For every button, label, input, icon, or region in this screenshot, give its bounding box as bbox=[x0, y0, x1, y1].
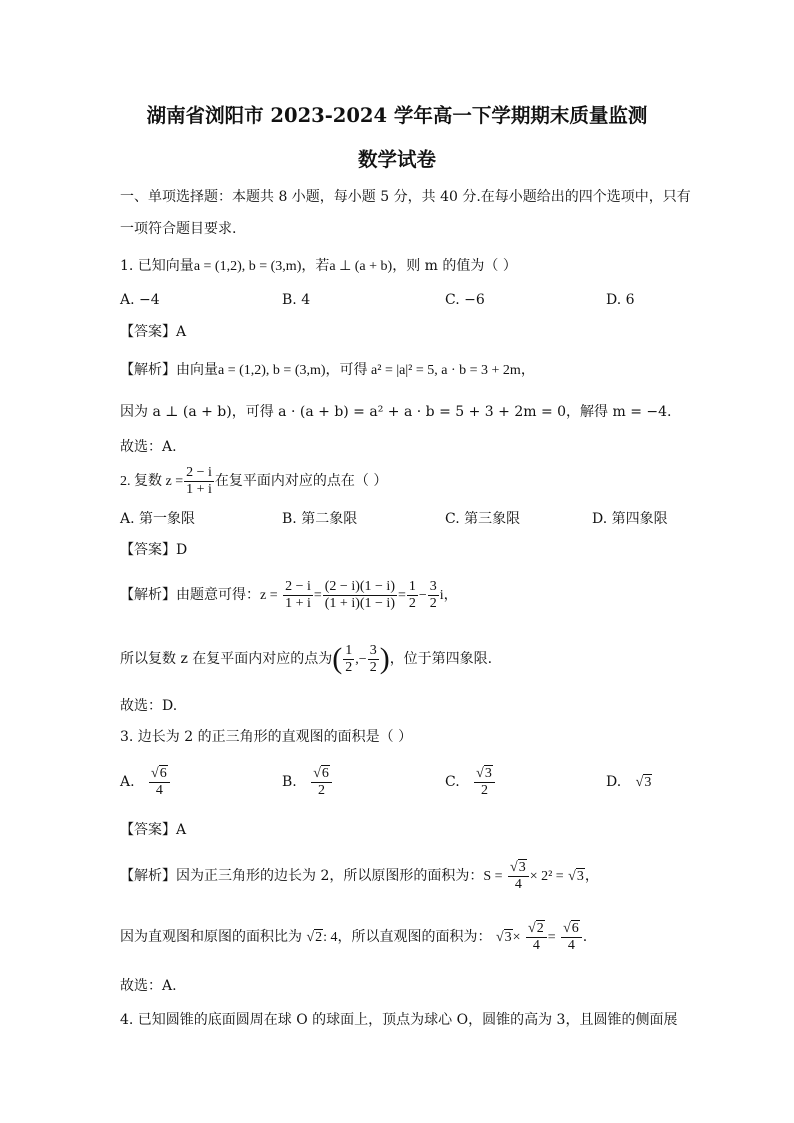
q3-analysis-line2: 因为直观图和原图的面积比为 √2: 4，所以直观图的面积为： √3× $\frac{√2}{4}$ = $\frac{√6}{4}$ . bbox=[120, 920, 588, 953]
page-subtitle: 数学试卷 bbox=[357, 148, 436, 171]
question-1-stem: 1. 已知向量a = (1,2), b = (3,m)，若a ⊥ (a + b)，则 m 的值为（ ） bbox=[120, 258, 517, 274]
q3-answer: 【答案】A bbox=[120, 822, 187, 838]
q2-choose: 故选：D. bbox=[120, 698, 178, 714]
q3-choose: 故选：A. bbox=[120, 978, 177, 994]
q1-option-c: C. −6 bbox=[445, 292, 485, 308]
q2-analysis-line1: 【解析】由题意可得：z = $\frac{2 - i}{1 + i}$ = $\frac{(2 - i)(1 - i)}{(1 + i)(1 - i)}$ = $\frac{1}{2}$ − $\frac{3}{2}$ i， bbox=[120, 578, 458, 611]
q1-option-d: D. 6 bbox=[606, 292, 635, 308]
q2-answer: 【答案】D bbox=[120, 542, 188, 558]
q1-analysis-line2: 因为 a ⊥ (a + b)，可得 a · (a + b) = a² + a · b = 5 + 3 + 2m = 0，解得 m = −4. bbox=[120, 404, 672, 420]
q2-option-d: D. 第四象限 bbox=[592, 511, 668, 527]
q2-option-a: A. 第一象限 bbox=[120, 511, 196, 527]
q3-analysis-line1: 【解析】因为正三角形的边长为 2，所以原图形的面积为：S = $\frac{√3}{4}$ × 2² = √3， bbox=[120, 859, 599, 892]
q2-option-b: B. 第二象限 bbox=[282, 511, 358, 527]
q3-option-c: C. $\frac{√3}{2}$ bbox=[445, 762, 496, 802]
question-4-stem: 4. 已知圆锥的底面圆周在球 O 的球面上，顶点为球心 O，圆锥的高为 3，且圆锥的侧面展 bbox=[120, 1012, 678, 1028]
q1-choose: 故选：A. bbox=[120, 439, 177, 455]
question-3-stem: 3. 边长为 2 的正三角形的直观图的面积是（ ） bbox=[120, 729, 413, 745]
question-2-stem: 2. 复数 z = $\frac{2 - i}{1 + i}$ 在复平面内对应的点在（ ） bbox=[120, 464, 388, 497]
q1-option-a: A. −4 bbox=[120, 292, 160, 308]
q3-option-b: B. $\frac{√6}{2}$ bbox=[282, 762, 333, 802]
section-heading-cont: 一项符合题目要求. bbox=[120, 221, 237, 237]
q1-answer: 【答案】A bbox=[120, 324, 187, 340]
q1-analysis-line1: 【解析】由向量a = (1,2), b = (3,m)，可得 a² = |a|² = 5, a · b = 3 + 2m， bbox=[120, 362, 535, 378]
q2-analysis-line2: 所以复数 z 在复平面内对应的点为( $\frac{1}{2}$ ,− $\frac{3}{2}$ )，位于第四象限. bbox=[120, 642, 493, 675]
page-title: 湖南省浏阳市 2023-2024 学年高一下学期期末质量监测 bbox=[146, 104, 648, 127]
q2-option-c: C. 第三象限 bbox=[445, 511, 521, 527]
q3-option-d: D. √3 bbox=[606, 774, 652, 790]
section-heading: 一、单项选择题：本题共 8 小题，每小题 5 分，共 40 分.在每小题给出的四个选项中，只有 bbox=[120, 189, 691, 205]
q3-option-a: A. $\frac{√6}{4}$ bbox=[120, 762, 171, 802]
q1-option-b: B. 4 bbox=[282, 292, 311, 308]
